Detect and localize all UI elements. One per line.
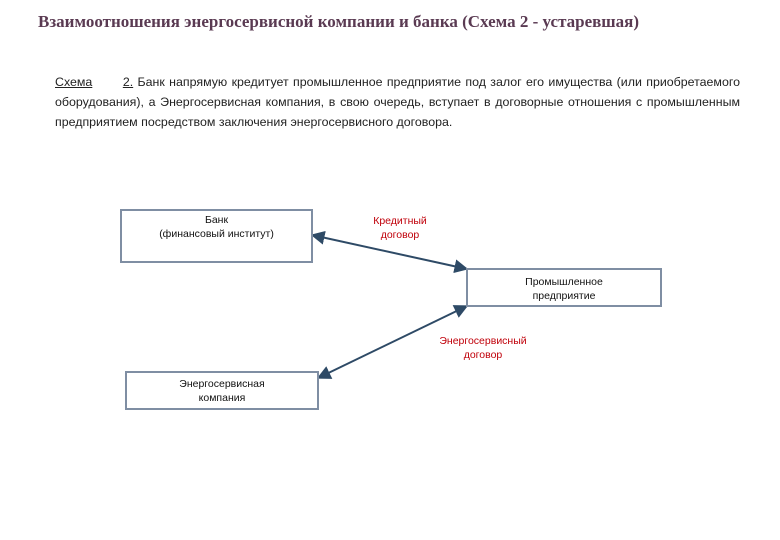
bank-node-line2: (финансовый институт) xyxy=(159,228,274,240)
scheme-text: Банк напрямую кредитует промышленное предприятие под залог его имущества (или приобретаемого оборудования), а Энергосервисная компания, в свою очередь, вступает в договорные отношения с промышленным предприятием посредством заключения энергосервисного договора. xyxy=(55,75,740,129)
enterprise-node-line1: Промышленное xyxy=(525,276,603,288)
slide-title: Взаимоотношения энергосервисной компании и банка (Схема 2 - устаревшая) xyxy=(38,12,640,31)
credit-contract-label xyxy=(355,214,445,242)
scheme-number: 2. xyxy=(122,75,134,89)
scheme-word: Схема xyxy=(55,75,93,89)
esco-node-line1: Энергосервисная xyxy=(179,378,265,390)
credit-contract-line2: договор xyxy=(380,229,420,241)
enterprise-node xyxy=(466,268,662,307)
energy-service-contract-label xyxy=(423,334,543,362)
esco-node xyxy=(125,371,319,410)
energy-service-contract-line1: Энергосервисный xyxy=(439,335,527,347)
bank-node-line1: Банк xyxy=(204,214,229,226)
esco-node-line2: компания xyxy=(198,392,246,404)
credit-contract-line1: Кредитный xyxy=(373,215,427,227)
enterprise-node-line2: предприятие xyxy=(532,290,596,302)
bank-node xyxy=(120,209,313,263)
energy-service-contract-line2: договор xyxy=(463,349,503,361)
